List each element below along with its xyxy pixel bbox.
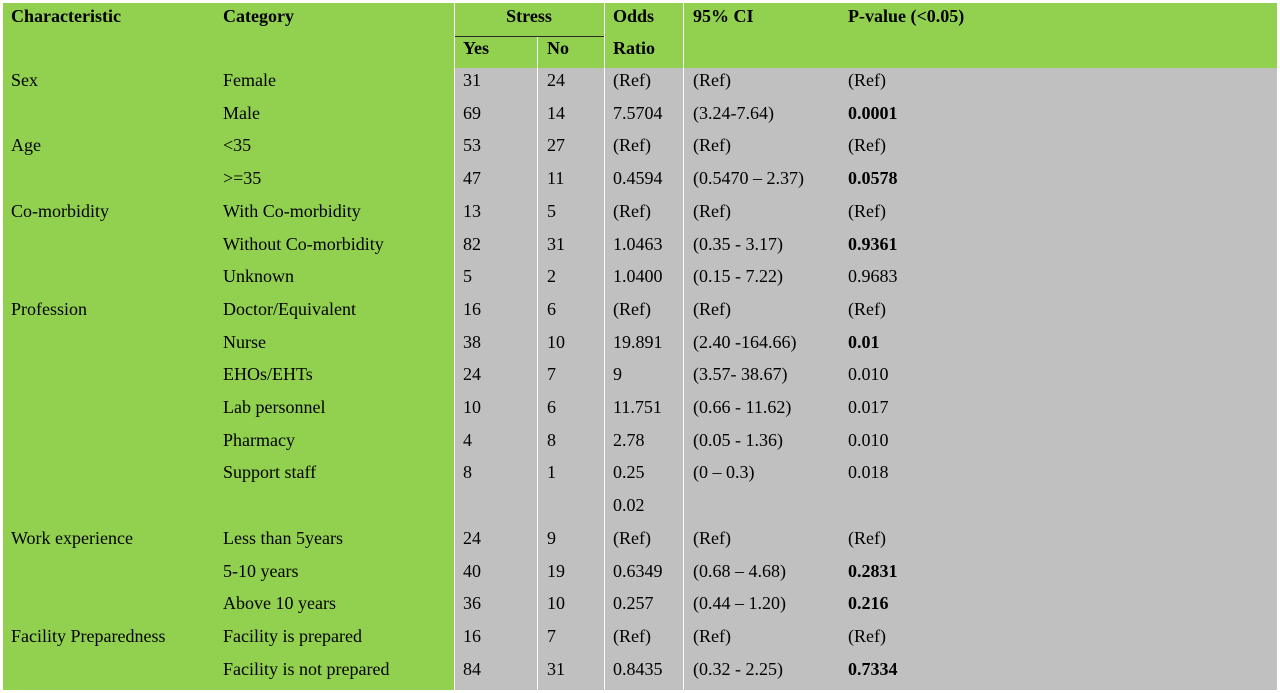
odds-ratio-cell: 19.891	[613, 332, 663, 352]
ci-cell: (0.32 - 2.25)	[693, 659, 783, 679]
p-value-cell: 0.018	[848, 462, 889, 482]
odds-ratio-cell: 0.6349	[613, 561, 663, 581]
no-count-cell: 24	[547, 70, 565, 90]
ci-cell: (0 – 0.3)	[693, 462, 755, 482]
p-value-cell: (Ref)	[848, 528, 886, 548]
yes-count-cell: 31	[463, 70, 481, 90]
p-value-cell: 0.9361	[848, 234, 898, 254]
column-divider	[454, 3, 455, 690]
category-cell: Unknown	[223, 266, 294, 286]
yes-count-cell: 47	[463, 168, 481, 188]
ci-cell: (2.40 -164.66)	[693, 332, 797, 352]
odds-ratio-cell: 0.8435	[613, 659, 663, 679]
category-cell: Nurse	[223, 332, 266, 352]
header-pvalue: P-value (<0.05)	[848, 6, 965, 26]
category-cell: EHOs/EHTs	[223, 364, 313, 384]
p-value-cell: (Ref)	[848, 299, 886, 319]
category-cell: With Co-morbidity	[223, 201, 361, 221]
yes-count-cell: 82	[463, 234, 481, 254]
yes-count-cell: 13	[463, 201, 481, 221]
p-value-cell: 0.216	[848, 593, 889, 613]
yes-count-cell: 5	[463, 266, 472, 286]
odds-ratio-cell: 0.25	[613, 462, 645, 482]
characteristic-cell: Profession	[11, 299, 87, 319]
results-table	[3, 3, 1277, 690]
yes-count-cell: 53	[463, 135, 481, 155]
yes-count-cell: 69	[463, 103, 481, 123]
no-count-cell: 27	[547, 135, 565, 155]
ci-cell: (Ref)	[693, 70, 731, 90]
no-count-cell: 31	[547, 659, 565, 679]
ci-cell: (0.05 - 1.36)	[693, 430, 783, 450]
odds-ratio-cell: (Ref)	[613, 626, 651, 646]
category-cell: Above 10 years	[223, 593, 336, 613]
ci-cell: (0.66 - 11.62)	[693, 397, 792, 417]
no-count-cell: 19	[547, 561, 565, 581]
ci-cell: (3.24-7.64)	[693, 103, 774, 123]
p-value-cell: 0.2831	[848, 561, 898, 581]
p-value-cell: 0.7334	[848, 659, 898, 679]
characteristic-cell: Age	[11, 135, 41, 155]
p-value-cell: (Ref)	[848, 135, 886, 155]
p-value-cell: 0.017	[848, 397, 889, 417]
yes-count-cell: 16	[463, 299, 481, 319]
odds-ratio-cell: 9	[613, 364, 622, 384]
odds-ratio-cell: (Ref)	[613, 528, 651, 548]
no-count-cell: 10	[547, 332, 565, 352]
odds-ratio-cell: 1.0463	[613, 234, 663, 254]
ci-cell: (0.68 – 4.68)	[693, 561, 786, 581]
p-value-cell: 0.9683	[848, 266, 898, 286]
odds-ratio-cell: 0.02	[613, 495, 645, 515]
header-ci: 95% CI	[693, 6, 754, 26]
p-value-cell: (Ref)	[848, 201, 886, 221]
odds-ratio-cell: 2.78	[613, 430, 645, 450]
p-value-cell: 0.0578	[848, 168, 898, 188]
characteristic-cell: Sex	[11, 70, 38, 90]
yes-count-cell: 16	[463, 626, 481, 646]
header-characteristic: Characteristic	[11, 6, 121, 26]
ci-cell: (0.15 - 7.22)	[693, 266, 783, 286]
yes-count-cell: 40	[463, 561, 481, 581]
yes-count-cell: 84	[463, 659, 481, 679]
yes-count-cell: 36	[463, 593, 481, 613]
ci-cell: (Ref)	[693, 299, 731, 319]
p-value-cell: 0.01	[848, 332, 880, 352]
category-cell: Less than 5years	[223, 528, 343, 548]
yes-count-cell: 10	[463, 397, 481, 417]
odds-ratio-cell: (Ref)	[613, 135, 651, 155]
header-ratio: Ratio	[613, 38, 655, 58]
odds-ratio-cell: 1.0400	[613, 266, 663, 286]
column-divider	[537, 36, 538, 690]
no-count-cell: 14	[547, 103, 565, 123]
no-count-cell: 2	[547, 266, 556, 286]
p-value-cell: 0.010	[848, 364, 889, 384]
odds-ratio-cell: 7.5704	[613, 103, 663, 123]
yes-count-cell: 4	[463, 430, 472, 450]
category-cell: Facility is prepared	[223, 626, 362, 646]
ci-cell: (Ref)	[693, 626, 731, 646]
category-cell: Female	[223, 70, 276, 90]
ci-cell: (Ref)	[693, 528, 731, 548]
yes-count-cell: 24	[463, 528, 481, 548]
ci-cell: (Ref)	[693, 135, 731, 155]
no-count-cell: 7	[547, 626, 556, 646]
column-divider	[683, 3, 684, 690]
no-count-cell: 9	[547, 528, 556, 548]
yes-count-cell: 24	[463, 364, 481, 384]
category-cell: Without Co-morbidity	[223, 234, 384, 254]
ci-cell: (0.5470 – 2.37)	[693, 168, 804, 188]
yes-count-cell: 8	[463, 462, 472, 482]
header-stress: Stress	[506, 6, 552, 26]
characteristic-cell: Facility Preparedness	[11, 626, 166, 646]
yes-count-cell: 38	[463, 332, 481, 352]
header-yes: Yes	[463, 38, 489, 58]
category-cell: Support staff	[223, 462, 317, 482]
odds-ratio-cell: 0.257	[613, 593, 654, 613]
p-value-cell: 0.0001	[848, 103, 898, 123]
odds-ratio-cell: (Ref)	[613, 70, 651, 90]
category-cell: Male	[223, 103, 260, 123]
stress-underline	[455, 36, 604, 37]
odds-ratio-cell: (Ref)	[613, 299, 651, 319]
p-value-cell: (Ref)	[848, 70, 886, 90]
no-count-cell: 10	[547, 593, 565, 613]
ci-cell: (0.44 – 1.20)	[693, 593, 786, 613]
category-cell: Pharmacy	[223, 430, 295, 450]
category-cell: Lab personnel	[223, 397, 326, 417]
characteristic-cell: Work experience	[11, 528, 133, 548]
category-cell: <35	[223, 135, 252, 155]
no-count-cell: 6	[547, 299, 556, 319]
category-cell: >=35	[223, 168, 262, 188]
category-cell: 5-10 years	[223, 561, 299, 581]
odds-ratio-cell: 11.751	[613, 397, 662, 417]
no-count-cell: 1	[547, 462, 556, 482]
no-count-cell: 6	[547, 397, 556, 417]
no-count-cell: 31	[547, 234, 565, 254]
p-value-cell: (Ref)	[848, 626, 886, 646]
ci-cell: (Ref)	[693, 201, 731, 221]
no-count-cell: 8	[547, 430, 556, 450]
ci-cell: (0.35 - 3.17)	[693, 234, 783, 254]
no-count-cell: 7	[547, 364, 556, 384]
no-count-cell: 5	[547, 201, 556, 221]
header-category: Category	[223, 6, 294, 26]
ci-cell: (3.57- 38.67)	[693, 364, 788, 384]
category-cell: Doctor/Equivalent	[223, 299, 356, 319]
odds-ratio-cell: 0.4594	[613, 168, 663, 188]
category-cell: Facility is not prepared	[223, 659, 390, 679]
column-divider	[604, 3, 605, 690]
header-no: No	[547, 38, 569, 58]
odds-ratio-cell: (Ref)	[613, 201, 651, 221]
p-value-cell: 0.010	[848, 430, 889, 450]
header-odds: Odds	[613, 6, 655, 26]
characteristic-cell: Co-morbidity	[11, 201, 109, 221]
no-count-cell: 11	[547, 168, 565, 188]
